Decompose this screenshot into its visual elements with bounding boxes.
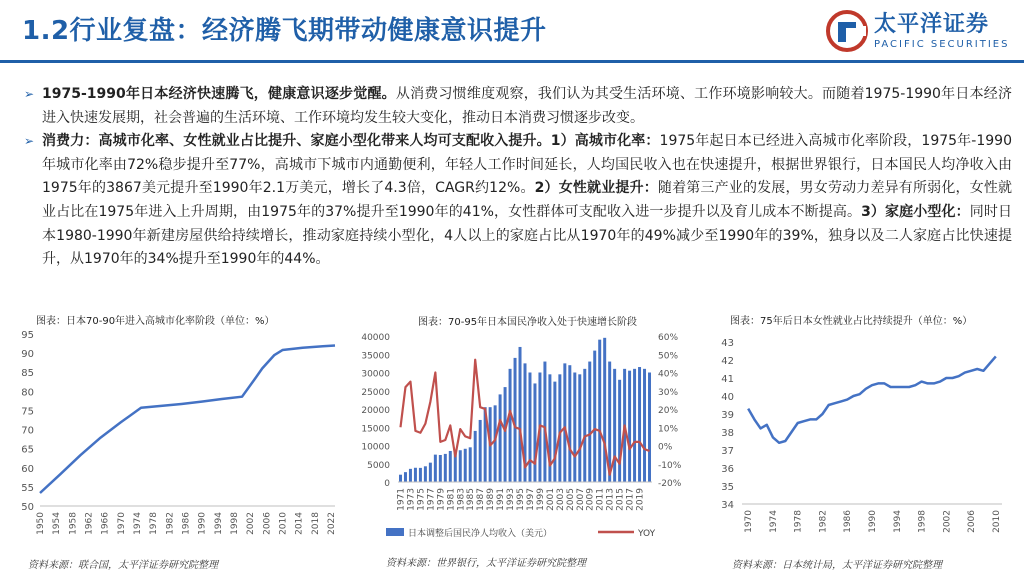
x-tick-label: 1970 bbox=[116, 512, 127, 535]
x-tick-label: 1986 bbox=[181, 512, 192, 535]
income-bar bbox=[514, 358, 517, 482]
paragraph-2-lead: 消费力：高城市化率、女性就业占比提升、家庭小型化带来人均可支配收入提升。1）高城市化率： bbox=[42, 133, 660, 150]
income-bar bbox=[578, 374, 581, 482]
income-bar bbox=[499, 394, 502, 482]
y-tick-label: 36 bbox=[721, 464, 734, 475]
x-tick-label: 2010 bbox=[278, 512, 289, 535]
income-bar bbox=[648, 373, 651, 483]
income-chart bbox=[352, 326, 682, 548]
page-title: 1.2行业复盘：经济腾飞期带动健康意识提升 bbox=[22, 16, 547, 46]
x-tick-label: 1991 bbox=[496, 488, 507, 511]
income-bar bbox=[409, 469, 412, 482]
paragraph-1-lead: 1975-1990年日本经济快速腾飞，健康意识逐步觉醒。 bbox=[42, 86, 396, 102]
paragraph-2-text-b: 随着第三产业的发展，男女劳动力差异有所弱化，女性就业占比在1975年进入上升周期，由1975年的37%提升至1990年的41%，女性群体可支配收入进一步提升以及育儿成本不断提高。 bbox=[42, 180, 1013, 220]
female-employment-chart bbox=[712, 326, 1012, 548]
chart3-source: 资料来源：日本统计局，太平洋证券研究院整理 bbox=[732, 560, 942, 571]
y-tick-label: 55 bbox=[21, 482, 34, 494]
income-bar bbox=[494, 405, 497, 482]
x-tick-label: 2018 bbox=[310, 512, 321, 535]
paragraph-1-text: 从消费习惯维度观察，我们认为其受生活环境、工作环境影响较大。而随着1975-1990年日本经济进入快速发展期，社会普遍的生活环境、工作环境均发生较大变化，推动日本消费习惯逐步改变。 bbox=[42, 86, 1012, 126]
x-tick-label: 1998 bbox=[229, 512, 240, 535]
x-tick-label: 2003 bbox=[555, 488, 566, 511]
x-tick-label: 1993 bbox=[506, 488, 517, 511]
y-tick-label: 65 bbox=[21, 444, 34, 456]
income-bar bbox=[643, 369, 646, 482]
income-bar bbox=[399, 475, 402, 482]
x-tick-label: 1970 bbox=[744, 510, 755, 533]
x-tick-label: 2015 bbox=[615, 488, 626, 511]
arrow-bullet-icon: ➢ bbox=[24, 87, 35, 101]
y-tick-label: 34 bbox=[721, 500, 734, 511]
income-bar bbox=[563, 363, 566, 482]
income-bar bbox=[613, 369, 616, 482]
x-tick-label: 2005 bbox=[565, 488, 576, 511]
chart1-caption: 图表：日本70-90年进入高城市化率阶段（单位：%） bbox=[36, 316, 275, 327]
x-tick-label: 1994 bbox=[892, 510, 903, 533]
x-tick-label: 1983 bbox=[456, 488, 467, 511]
right-y-tick-label: -20% bbox=[658, 479, 682, 489]
chart2-caption: 图表：70-95年日本国民净收入处于快速增长阶段 bbox=[418, 317, 638, 328]
chart1-source: 资料来源：联合国，太平洋证券研究院整理 bbox=[28, 560, 218, 571]
y-tick-label: 70 bbox=[21, 425, 34, 437]
legend-yoy-label: YOY bbox=[638, 529, 656, 539]
x-tick-label: 2006 bbox=[967, 510, 978, 533]
right-y-tick-label: 40% bbox=[658, 369, 679, 380]
x-tick-label: 1977 bbox=[426, 488, 437, 511]
income-bar bbox=[638, 367, 641, 482]
x-tick-label: 1954 bbox=[52, 512, 63, 535]
income-bar bbox=[568, 365, 571, 482]
title-underline bbox=[0, 60, 1024, 63]
y-tick-label: 90 bbox=[21, 349, 34, 361]
right-y-tick-label: 0% bbox=[658, 442, 673, 453]
income-bar bbox=[628, 371, 631, 482]
y-tick-label: 39 bbox=[721, 410, 734, 421]
income-bar bbox=[553, 382, 556, 482]
income-bar bbox=[593, 351, 596, 482]
x-tick-label: 2014 bbox=[294, 512, 305, 535]
right-y-tick-label: -10% bbox=[658, 460, 682, 471]
x-tick-label: 2006 bbox=[262, 512, 273, 535]
logo-text-cn: 太平洋证券 bbox=[874, 12, 990, 37]
income-bar bbox=[469, 447, 472, 482]
income-bar bbox=[633, 369, 636, 482]
income-bar bbox=[459, 450, 462, 482]
y-tick-label: 75 bbox=[21, 406, 34, 418]
x-tick-label: 1982 bbox=[165, 512, 176, 535]
x-tick-label: 1994 bbox=[213, 512, 224, 535]
logo-text-en: PACIFIC SECURITIES bbox=[874, 39, 1010, 50]
income-bar bbox=[603, 338, 606, 482]
x-tick-label: 1962 bbox=[84, 512, 95, 535]
x-tick-label: 1999 bbox=[535, 488, 546, 511]
x-tick-label: 2019 bbox=[635, 488, 646, 511]
y-tick-label: 80 bbox=[21, 387, 34, 399]
left-y-tick-label: 20000 bbox=[361, 406, 390, 416]
x-tick-label: 2002 bbox=[942, 510, 953, 533]
y-tick-label: 41 bbox=[721, 374, 734, 385]
body-text bbox=[22, 83, 1012, 272]
paragraph-2-text-a: 1975年起日本已经进入高城市化率阶段，1975年-1990年城市化率由72%稳步提升至77%，高城市下城市内通勤便利，年轻人工作时间延长，人均国民收入也在快速提升，根据世界银行，日本国民人均净收入由1975年的3867美元提升至1990年2.1万美元，增长了4.3倍，CAGR约12%。 bbox=[42, 133, 1012, 197]
legend-bar-label: 日本调整后国民净人均收入（美元） bbox=[408, 529, 553, 539]
x-tick-label: 1979 bbox=[436, 488, 447, 511]
urbanization-line bbox=[40, 345, 335, 493]
x-tick-label: 1978 bbox=[793, 510, 804, 533]
chart2-source: 资料来源：世界银行，太平洋证券研究院整理 bbox=[386, 558, 586, 569]
paragraph-1 bbox=[22, 83, 1012, 130]
income-bar bbox=[509, 369, 512, 482]
y-tick-label: 42 bbox=[721, 356, 734, 367]
income-bar bbox=[543, 362, 546, 482]
right-y-tick-label: 50% bbox=[658, 351, 679, 362]
x-tick-label: 2009 bbox=[585, 488, 596, 511]
income-bar bbox=[583, 369, 586, 482]
x-tick-label: 2007 bbox=[575, 488, 586, 511]
y-tick-label: 37 bbox=[721, 446, 734, 457]
arrow-bullet-icon: ➢ bbox=[24, 134, 35, 149]
x-tick-label: 2011 bbox=[595, 488, 606, 511]
y-tick-label: 43 bbox=[721, 338, 734, 349]
right-y-tick-label: 10% bbox=[658, 424, 679, 435]
x-tick-label: 1978 bbox=[149, 512, 160, 535]
x-tick-label: 1982 bbox=[818, 510, 829, 533]
income-bar bbox=[444, 454, 447, 482]
left-y-tick-label: 40000 bbox=[361, 333, 390, 343]
income-bar bbox=[479, 420, 482, 482]
paragraph-2-lead-c: 3）家庭小型化： bbox=[861, 203, 970, 220]
x-tick-label: 1990 bbox=[197, 512, 208, 535]
income-bar bbox=[528, 373, 531, 483]
x-tick-label: 2013 bbox=[605, 488, 616, 511]
income-bar bbox=[558, 374, 561, 482]
paragraph-2-lead-b: 2）女性就业提升： bbox=[534, 180, 658, 197]
urbanization-chart bbox=[10, 326, 340, 548]
x-tick-label: 2022 bbox=[326, 512, 337, 535]
x-tick-label: 1950 bbox=[36, 512, 46, 535]
x-tick-label: 1986 bbox=[843, 510, 854, 533]
y-tick-label: 40 bbox=[721, 392, 734, 403]
x-tick-label: 2010 bbox=[991, 510, 1002, 533]
left-y-tick-label: 35000 bbox=[361, 351, 390, 362]
income-bar bbox=[464, 449, 467, 482]
paragraph-2 bbox=[22, 130, 1012, 272]
income-bar bbox=[598, 340, 601, 482]
x-tick-label: 1971 bbox=[396, 488, 407, 511]
x-tick-label: 1981 bbox=[446, 488, 457, 511]
x-tick-label: 2001 bbox=[545, 488, 556, 511]
left-y-tick-label: 0 bbox=[384, 479, 390, 489]
paragraph-2-text-c: 同时日本1980-1990年新建房屋供给持续增长，推动家庭持续小型化，4人以上的家庭占比从1970年的49%减少至1990年的39%，独身以及二人家庭占比快速提升，从1970年的34%提升至1990年的44%。 bbox=[42, 203, 1012, 268]
left-y-tick-label: 25000 bbox=[361, 387, 390, 398]
y-tick-label: 60 bbox=[21, 463, 34, 475]
y-tick-label: 35 bbox=[721, 482, 734, 493]
income-bar bbox=[404, 472, 407, 482]
income-bar bbox=[504, 387, 507, 482]
income-bar bbox=[588, 362, 591, 482]
brand-logo bbox=[826, 6, 1016, 56]
income-bar bbox=[429, 463, 432, 482]
x-tick-label: 2002 bbox=[246, 512, 257, 535]
legend-bar-swatch bbox=[386, 528, 404, 536]
x-tick-label: 1989 bbox=[486, 488, 497, 511]
right-y-tick-label: 30% bbox=[658, 387, 679, 398]
x-tick-label: 1995 bbox=[516, 488, 527, 511]
x-tick-label: 2017 bbox=[625, 488, 636, 511]
x-tick-label: 1974 bbox=[768, 510, 779, 533]
x-tick-label: 1987 bbox=[476, 488, 487, 511]
income-bar bbox=[439, 455, 442, 482]
chart3-caption: 图表：75年后日本女性就业占比持续提升（单位：%） bbox=[730, 316, 973, 327]
right-y-tick-label: 60% bbox=[658, 333, 679, 343]
left-y-tick-label: 30000 bbox=[361, 369, 390, 380]
y-tick-label: 38 bbox=[721, 428, 734, 439]
income-bar bbox=[573, 373, 576, 483]
income-bar bbox=[419, 468, 422, 482]
female-employment-line bbox=[748, 356, 996, 442]
income-bar bbox=[434, 455, 437, 482]
x-tick-label: 1973 bbox=[406, 488, 417, 511]
x-tick-label: 1998 bbox=[917, 510, 928, 533]
x-tick-label: 1997 bbox=[525, 488, 536, 511]
income-bar bbox=[414, 468, 417, 482]
income-bar bbox=[424, 466, 427, 482]
income-bar bbox=[519, 347, 522, 482]
x-tick-label: 1990 bbox=[868, 510, 878, 533]
x-tick-label: 1966 bbox=[100, 512, 111, 535]
income-bar bbox=[449, 451, 452, 482]
x-tick-label: 1985 bbox=[466, 488, 477, 511]
left-y-tick-label: 5000 bbox=[367, 460, 390, 471]
income-bar bbox=[618, 380, 621, 482]
income-bar bbox=[474, 431, 477, 482]
x-tick-label: 1975 bbox=[416, 488, 427, 511]
x-tick-label: 1974 bbox=[132, 512, 143, 535]
x-tick-label: 1958 bbox=[68, 512, 79, 535]
income-bar bbox=[533, 383, 536, 482]
left-y-tick-label: 15000 bbox=[361, 424, 390, 435]
left-y-tick-label: 10000 bbox=[361, 442, 390, 453]
y-tick-label: 95 bbox=[21, 330, 34, 341]
y-tick-label: 50 bbox=[21, 502, 34, 513]
pacific-logo-icon bbox=[826, 8, 868, 54]
right-y-tick-label: 20% bbox=[658, 406, 679, 416]
y-tick-label: 85 bbox=[21, 368, 34, 380]
